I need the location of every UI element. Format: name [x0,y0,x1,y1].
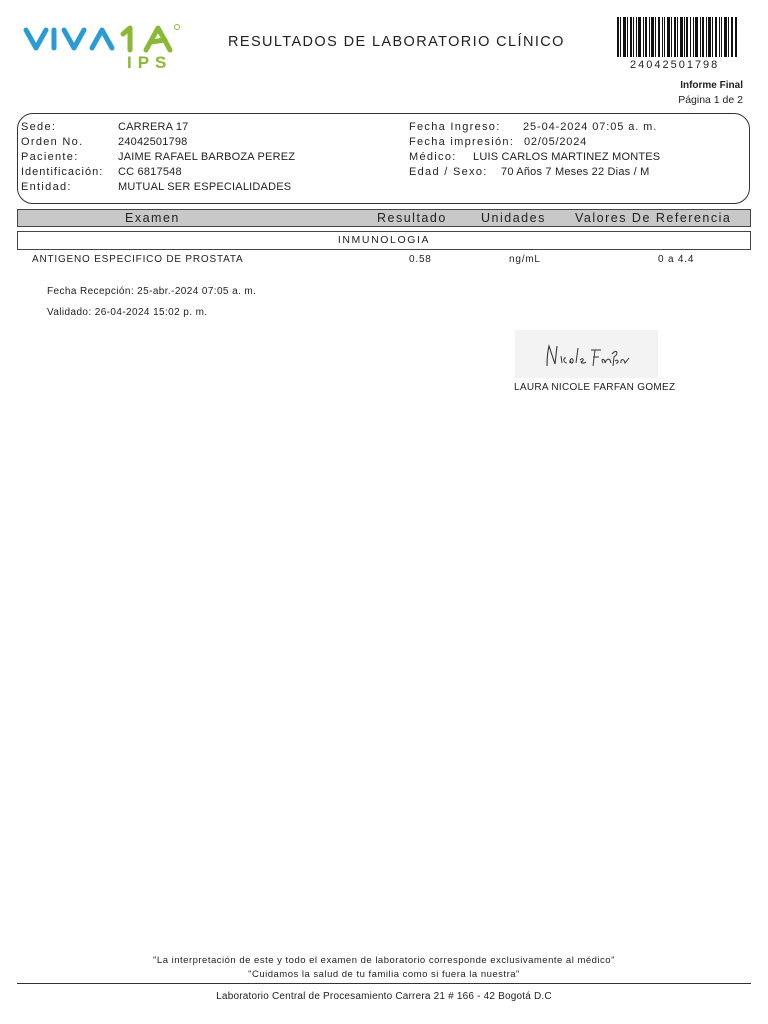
result-reference: 0 a 4.4 [658,254,695,265]
paciente-value: JAIME RAFAEL BARBOZA PEREZ [118,151,296,163]
barcode-number: 24042501798 [630,59,720,71]
paciente-label: Paciente: [21,151,79,163]
logo-ips-text: IPS [127,53,173,72]
results-table-header [17,209,751,227]
sede-value: CARRERA 17 [118,121,189,133]
edad-sexo-value: 70 Años 7 Meses 22 Dias / M [501,166,650,178]
page-number: Página 1 de 2 [678,94,743,106]
header-examen: Examen [125,211,180,225]
section-row [17,231,751,250]
footer-divider [17,983,751,984]
header-resultado: Resultado [377,211,447,225]
orden-label: Orden No. [21,136,84,148]
signature-image [515,330,658,378]
footer-address: Laboratorio Central de Procesamiento Carrera 21 # 166 - 42 Bogotá D.C [216,991,552,1002]
fecha-ingreso-label: Fecha Ingreso: [409,121,501,133]
edad-sexo-label: Edad / Sexo: [409,166,488,178]
disclaimer-line-2: "Cuidamos la salud de tu familia como si fuera la nuestra" [248,969,520,980]
sede-label: Sede: [21,121,57,133]
entidad-value: MUTUAL SER ESPECIALIDADES [118,181,292,193]
fecha-recepcion: Fecha Recepción: 25-abr.-2024 07:05 a. m. [47,286,257,297]
entidad-label: Entidad: [21,181,72,193]
result-units: ng/mL [509,254,541,265]
document-title: RESULTADOS DE LABORATORIO CLÍNICO [228,34,565,50]
result-examen: ANTIGENO ESPECIFICO DE PROSTATA [32,254,244,265]
disclaimer-line-1: "La interpretación de este y todo el examen de laboratorio corresponde exclusivamente al médico" [153,955,615,966]
fecha-impresion-label: Fecha impresión: [409,136,515,148]
medico-label: Médico: [409,151,457,163]
company-logo [20,18,190,74]
fecha-ingreso-value: 25-04-2024 07:05 a. m. [523,121,658,133]
section-label: INMUNOLOGIA [337,234,431,246]
result-value: 0.58 [409,254,432,265]
header-referencia: Valores De Referencia [575,211,732,225]
header-unidades: Unidades [481,211,546,225]
signer-name: LAURA NICOLE FARFAN GOMEZ [514,382,676,393]
fecha-validado: Validado: 26-04-2024 15:02 p. m. [47,307,208,318]
identificacion-value: CC 6817548 [118,166,182,178]
medico-value: LUIS CARLOS MARTINEZ MONTES [473,151,661,163]
orden-value: 24042501798 [118,136,188,148]
identificacion-label: Identificación: [21,166,104,178]
report-status: Informe Final [680,80,743,91]
fecha-impresion-value: 02/05/2024 [524,136,588,148]
barcode [617,17,737,57]
